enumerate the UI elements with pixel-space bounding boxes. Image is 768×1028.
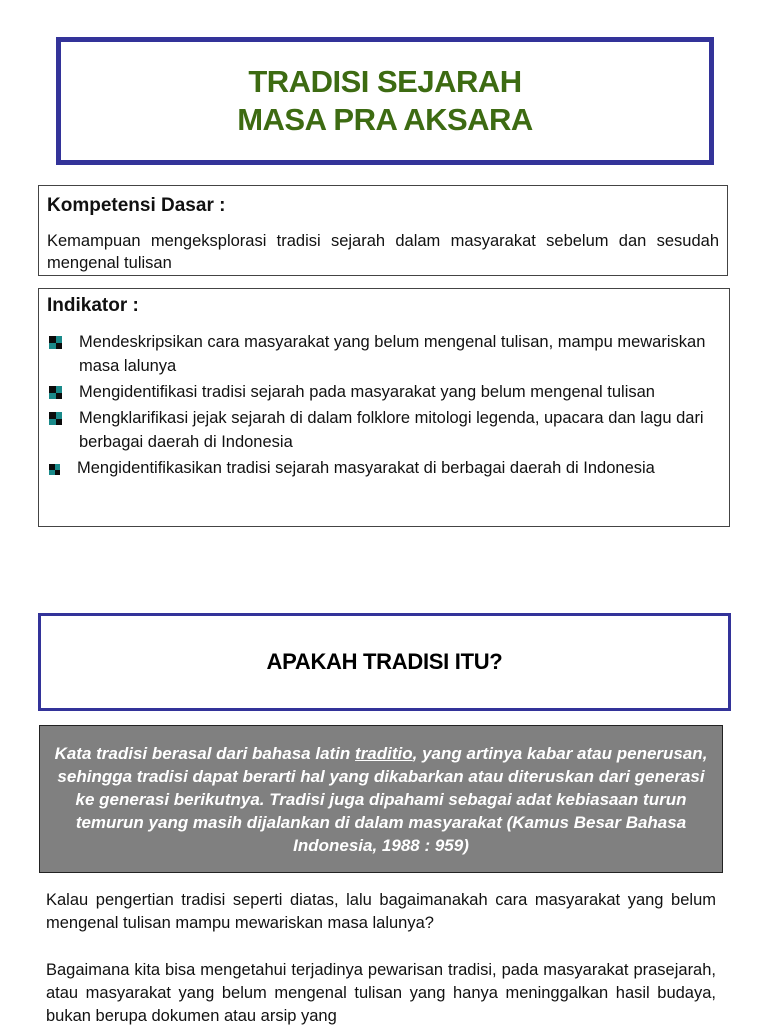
list-item [47,330,721,378]
checkered-square-bullet-icon [49,386,62,399]
list-item-text: Mengidentifikasikan tradisi sejarah masyarakat di berbagai daerah di Indonesia [77,459,655,477]
checkered-square-bullet-icon [49,464,60,475]
list-item [47,456,721,480]
kompetensi-dasar-box [38,185,728,276]
definition-text [54,742,708,857]
checkered-square-bullet-icon [49,412,62,425]
indikator-list [47,330,721,480]
definition-box [39,725,723,873]
title-line-1: TRADISI SEJARAH [248,64,522,99]
definition-term: traditio [355,743,413,763]
paragraph-2: Bagaimana kita bisa mengetahui terjadinya pewarisan tradisi, pada masyarakat prasejarah, atau masyarakat yang belum mengenal tulisan yang hanya meninggalkan hasil budaya, bukan berupa dokumen atau arsip yang [46,961,716,1025]
indikator-heading: Indikator : [47,295,139,316]
definition-text-before: Kata tradisi berasal dari bahasa latin [54,743,356,763]
list-item-text: Mengidentifikasi tradisi sejarah pada masyarakat yang belum mengenal tulisan [79,383,655,401]
title-box [56,37,714,165]
kompetensi-dasar-heading: Kompetensi Dasar : [47,195,226,216]
indikator-box [38,288,730,527]
list-item [47,406,721,454]
checkered-square-bullet-icon [49,336,62,349]
list-item-text: Mengklarifikasi jejak sejarah di dalam folklore mitologi legenda, upacara dan lagu dari berbagai daerah di Indonesia [79,409,704,451]
definition-text-after: , yang artinya kabar atau penerusan, sehingga tradisi dapat berarti hal yang dikabarkan atau diteruskan dari generasi ke generasi berikutnya. Tradisi juga dipahami sebagai adat kebiasaan turun temurun yang masih dijalankan di dalam masyarakat (Kamus Besar Bahasa Indonesia, 1988 : 959) [57,743,708,855]
section-heading-box [38,613,731,711]
title-line-2: MASA PRA AKSARA [237,102,533,137]
paragraph-1: Kalau pengertian tradisi seperti diatas, lalu bagaimanakah cara masyarakat yang belum mengenal tulisan mampu mewariskan masa lalunya? [46,891,716,932]
kompetensi-dasar-text: Kemampuan mengeksplorasi tradisi sejarah dalam masyarakat sebelum dan sesudah mengenal tulisan [47,232,719,272]
list-item [47,380,721,404]
section-heading: APAKAH TRADISI ITU? [266,649,503,674]
list-item-text: Mendeskripsikan cara masyarakat yang belum mengenal tulisan, mampu mewariskan masa lalunya [79,333,706,375]
